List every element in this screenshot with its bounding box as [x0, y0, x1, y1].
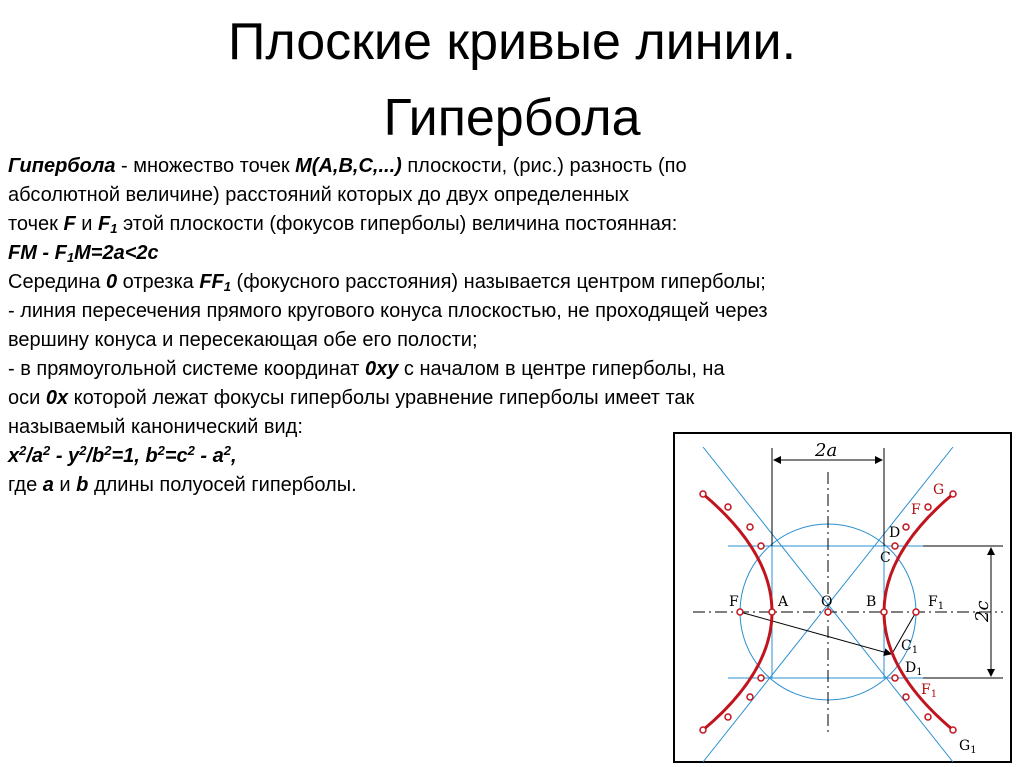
- text-line-10: называемый канонический вид:: [8, 416, 303, 438]
- text-line-7: вершину конуса и пересекающая обе его полости;: [8, 329, 478, 351]
- title-line-1: Плоские кривые линии.: [227, 13, 797, 71]
- text-line-1: Гипербола - множество точек M(A,B,C,...) плоскости, (рис.) разность (по: [8, 155, 687, 177]
- label-O: O: [821, 594, 833, 610]
- title-line-2: Гипербола: [383, 89, 641, 147]
- text-line-12: где a и b длины полуосей гиперболы.: [8, 474, 357, 496]
- term-hyperbola: Гипербола: [8, 155, 116, 177]
- label-2a: 2a: [815, 440, 838, 461]
- label-G1: $G_1$: [959, 738, 977, 756]
- label-A: A: [778, 594, 789, 610]
- slide-title: [0, 4, 1024, 156]
- text-line-3: точек F и $F_1$ этой плоскости (фокусов гиперболы) величина постоянная:: [8, 213, 678, 236]
- text-line-9: оси 0x которой лежат фокусы гиперболы уравнение гиперболы имеет так: [8, 387, 695, 409]
- label-B: B: [866, 594, 877, 610]
- label-F: F: [729, 594, 739, 610]
- formula-fm: FM - $F_1M=2a<2c$: [8, 242, 159, 265]
- points-set: M(A,B,C,...): [295, 155, 402, 177]
- label-F1: $F_1$: [928, 594, 945, 612]
- label-2c: 2c: [972, 600, 993, 622]
- hyperbola-diagram: [673, 432, 1013, 764]
- label-G: G: [933, 482, 945, 498]
- label-C: C: [880, 550, 891, 566]
- figure-frame: [674, 433, 1011, 762]
- label-C1: $C_1$: [901, 638, 919, 656]
- text-line-6: - линия пересечения прямого кругового конуса плоскостью, не проходящей через: [8, 300, 768, 322]
- text-line-2: абсолютной величине) расстояний которых до двух определенных: [8, 184, 629, 206]
- canonical-equation: $x^2/a^2 - y^2/b^2=1$, $b^2=c^2 - a^2$,: [8, 443, 237, 467]
- label-F1-lower: $F_1$: [921, 682, 938, 700]
- label-D1: $D_1$: [905, 660, 923, 678]
- label-D: D: [889, 525, 901, 541]
- label-F-upper: F: [911, 502, 921, 518]
- text-line-8: - в прямоугольной системе координат 0xy с началом в центре гиперболы, на: [8, 358, 725, 380]
- text-line-5: Середина 0 отрезка $FF_1$ (фокусного расстояния) называется центром гиперболы;: [8, 271, 766, 294]
